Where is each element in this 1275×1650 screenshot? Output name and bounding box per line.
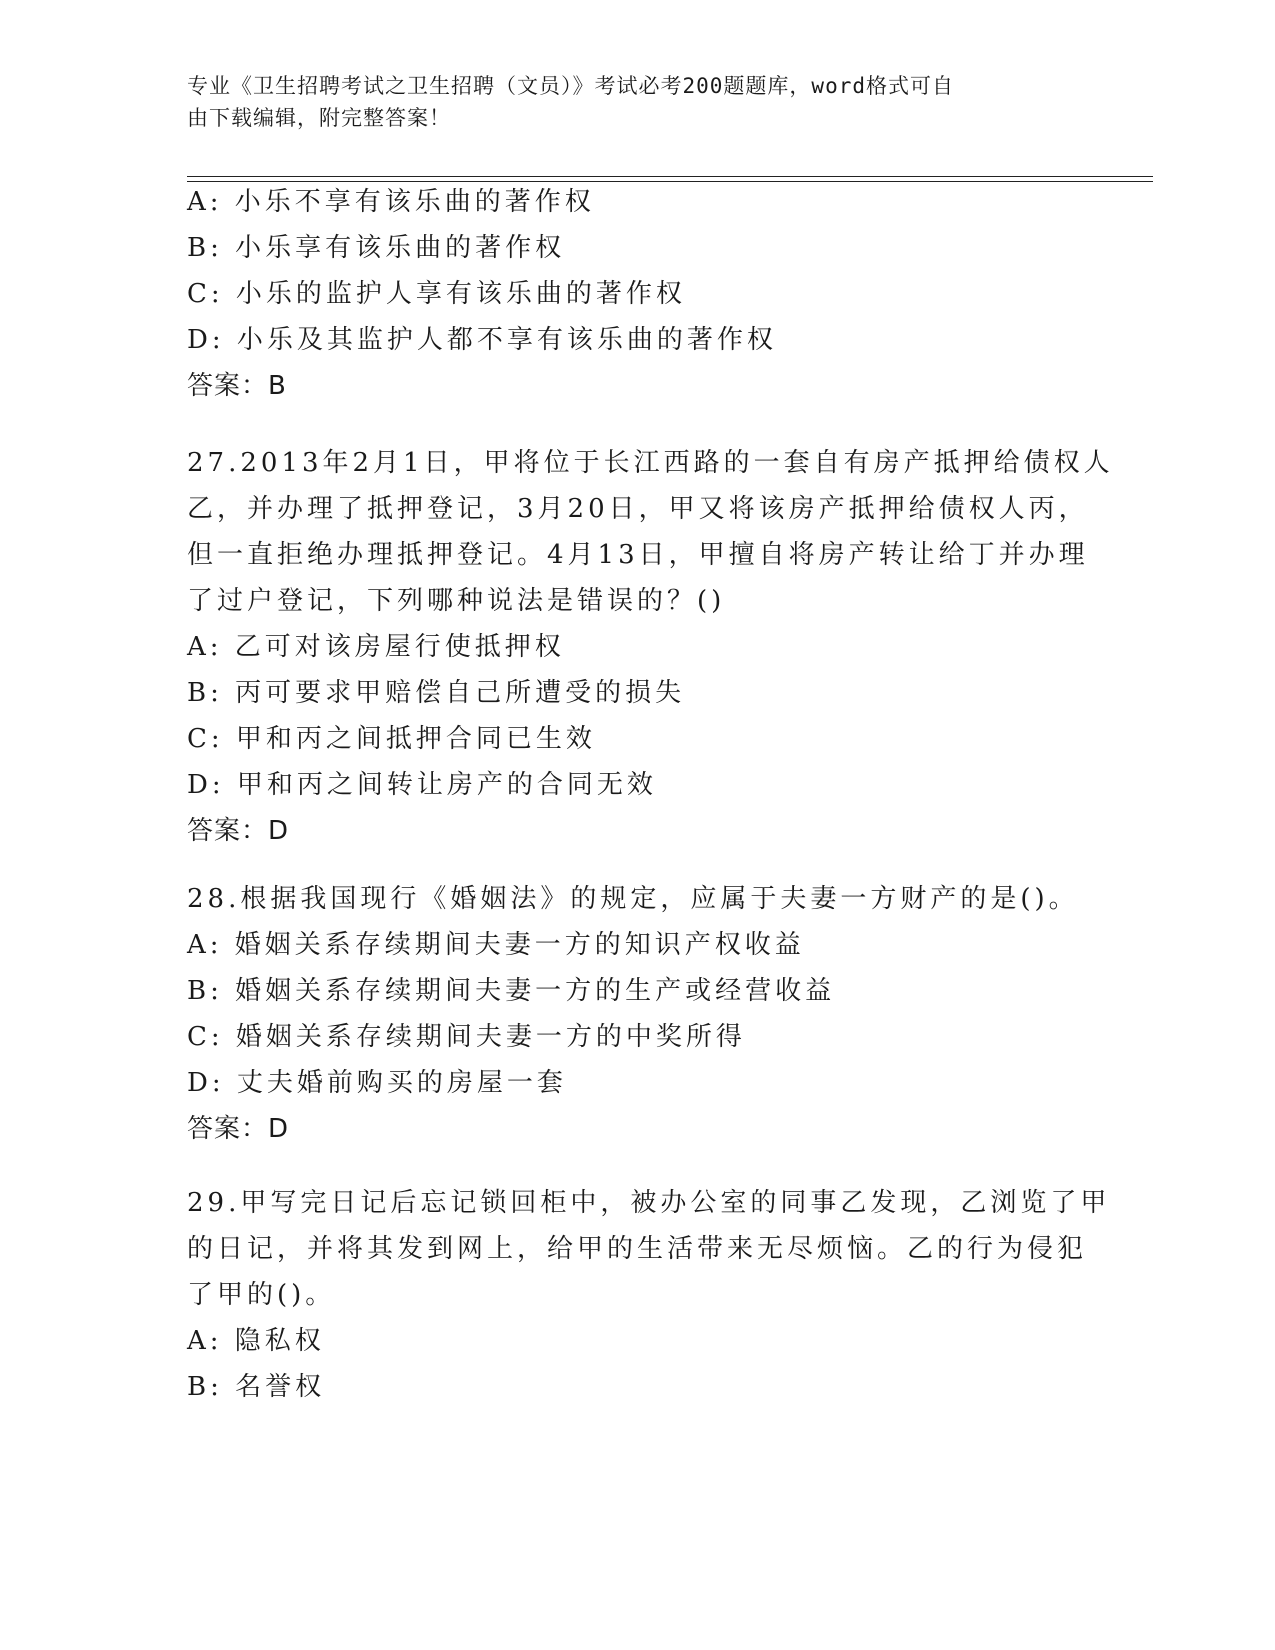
answer-line: 答案：D <box>187 1114 290 1144</box>
option-d: D: 小乐及其监护人都不享有该乐曲的著作权 <box>187 325 777 355</box>
question-27-block <box>187 440 1114 854</box>
option-b: B: 小乐享有该乐曲的著作权 <box>187 233 566 263</box>
option-b: B: 婚姻关系存续期间夫妻一方的生产或经营收益 <box>187 976 836 1006</box>
question-text-line: 但一直拒绝办理抵押登记。4月13日，甲擅自将房产转让给丁并办理 <box>187 540 1089 570</box>
option-c: C: 甲和丙之间抵押合同已生效 <box>187 724 596 754</box>
question-text-line: 27.2013年2月1日，甲将位于长江西路的一套自有房产抵押给债权人 <box>187 448 1114 478</box>
question-28-block <box>187 876 1087 1152</box>
question-text-line: 了过户登记，下列哪种说法是错误的？() <box>187 586 726 616</box>
option-a: A: 隐私权 <box>187 1326 325 1356</box>
option-d: D: 甲和丙之间转让房产的合同无效 <box>187 770 657 800</box>
option-b: B: 丙可要求甲赔偿自己所遭受的损失 <box>187 678 686 708</box>
option-a: A: 婚姻关系存续期间夫妻一方的知识产权收益 <box>187 930 805 960</box>
option-d: D: 丈夫婚前购买的房屋一套 <box>187 1068 567 1098</box>
option-c: C: 小乐的监护人享有该乐曲的著作权 <box>187 279 686 309</box>
question-text-line: 28.根据我国现行《婚姻法》的规定，应属于夫妻一方财产的是()。 <box>187 884 1079 914</box>
question-26-block <box>187 179 1087 409</box>
option-a: A: 乙可对该房屋行使抵押权 <box>187 632 565 662</box>
question-text-line: 的日记，并将其发到网上，给甲的生活带来无尽烦恼。乙的行为侵犯 <box>187 1234 1088 1264</box>
header-line-2: 由下载编辑，附完整答案！ <box>187 106 451 130</box>
question-text-line: 了甲的()。 <box>187 1280 336 1310</box>
question-29-block <box>187 1180 1111 1410</box>
document-header <box>187 70 1067 134</box>
header-line-1: 专业《卫生招聘考试之卫生招聘（文员）》考试必考200题题库，word格式可自 <box>187 74 954 98</box>
question-text-line: 乙，并办理了抵押登记，3月20日，甲又将该房产抵押给债权人丙， <box>187 494 1089 524</box>
option-c: C: 婚姻关系存续期间夫妻一方的中奖所得 <box>187 1022 746 1052</box>
question-text-line: 29.甲写完日记后忘记锁回柜中，被办公室的同事乙发现，乙浏览了甲 <box>187 1188 1111 1218</box>
option-a: A: 小乐不享有该乐曲的著作权 <box>187 187 595 217</box>
answer-line: 答案：B <box>187 371 287 401</box>
header-divider-top <box>187 176 1153 177</box>
answer-line: 答案：D <box>187 816 290 846</box>
option-b: B: 名誉权 <box>187 1372 326 1402</box>
